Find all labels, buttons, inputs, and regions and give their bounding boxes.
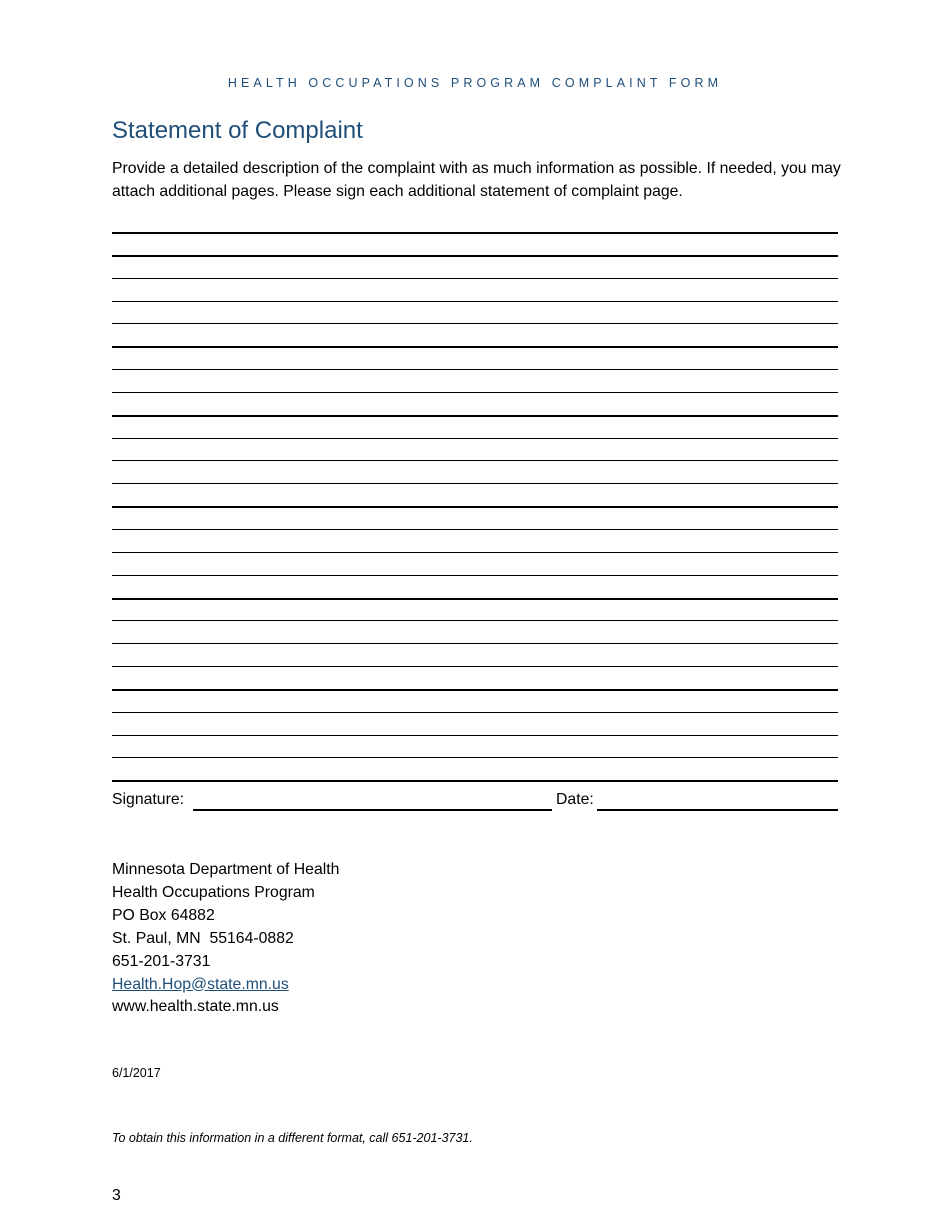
website-text: www.health.state.mn.us [112, 998, 279, 1016]
complaint-writing-lines[interactable] [112, 232, 838, 803]
writing-line[interactable] [112, 346, 838, 348]
writing-line[interactable] [112, 392, 838, 393]
writing-line[interactable] [112, 735, 838, 736]
writing-line[interactable] [112, 415, 838, 417]
signature-row [112, 791, 838, 813]
email-link[interactable]: Health.Hop@state.mn.us [112, 975, 289, 993]
date-field[interactable] [597, 809, 838, 811]
writing-line[interactable] [112, 643, 838, 644]
phone-number: 651-201-3731 [112, 952, 211, 970]
writing-line[interactable] [112, 323, 838, 324]
writing-line[interactable] [112, 689, 838, 691]
section-title: Statement of Complaint [112, 117, 363, 144]
date-label: Date: [556, 791, 594, 808]
writing-line[interactable] [112, 369, 838, 370]
po-box: PO Box 64882 [112, 906, 215, 924]
revision-date: 6/1/2017 [112, 1066, 161, 1080]
alternate-format-note: To obtain this information in a different format, call 651-201-3731. [112, 1131, 473, 1145]
form-header-title: HEALTH OCCUPATIONS PROGRAM COMPLAINT FORM [227, 76, 723, 90]
writing-line[interactable] [112, 757, 838, 758]
writing-line[interactable] [112, 255, 838, 257]
city-state-zip: St. Paul, MN 55164-0882 [112, 929, 294, 947]
writing-line[interactable] [112, 278, 838, 279]
writing-line[interactable] [112, 232, 838, 234]
writing-line[interactable] [112, 438, 838, 439]
page-number: 3 [112, 1187, 121, 1204]
writing-line[interactable] [112, 483, 838, 484]
department-name: Minnesota Department of Health [112, 861, 340, 878]
contact-address-block [112, 859, 339, 1019]
writing-line[interactable] [112, 575, 838, 576]
writing-line[interactable] [112, 552, 838, 553]
program-name: Health Occupations Program [112, 883, 315, 901]
writing-line[interactable] [112, 460, 838, 461]
writing-line[interactable] [112, 506, 838, 508]
writing-line[interactable] [112, 712, 838, 713]
writing-line[interactable] [112, 620, 838, 621]
writing-line[interactable] [112, 780, 838, 782]
writing-line[interactable] [112, 598, 838, 600]
signature-field[interactable] [193, 809, 552, 811]
writing-line[interactable] [112, 301, 838, 302]
writing-line[interactable] [112, 666, 838, 667]
complaint-instructions: Provide a detailed description of the complaint with as much information as possible. If needed, you may attach additional pages. Please sign each additional statement of complaint page. [112, 160, 841, 200]
writing-line[interactable] [112, 529, 838, 530]
signature-label: Signature: [112, 791, 185, 808]
